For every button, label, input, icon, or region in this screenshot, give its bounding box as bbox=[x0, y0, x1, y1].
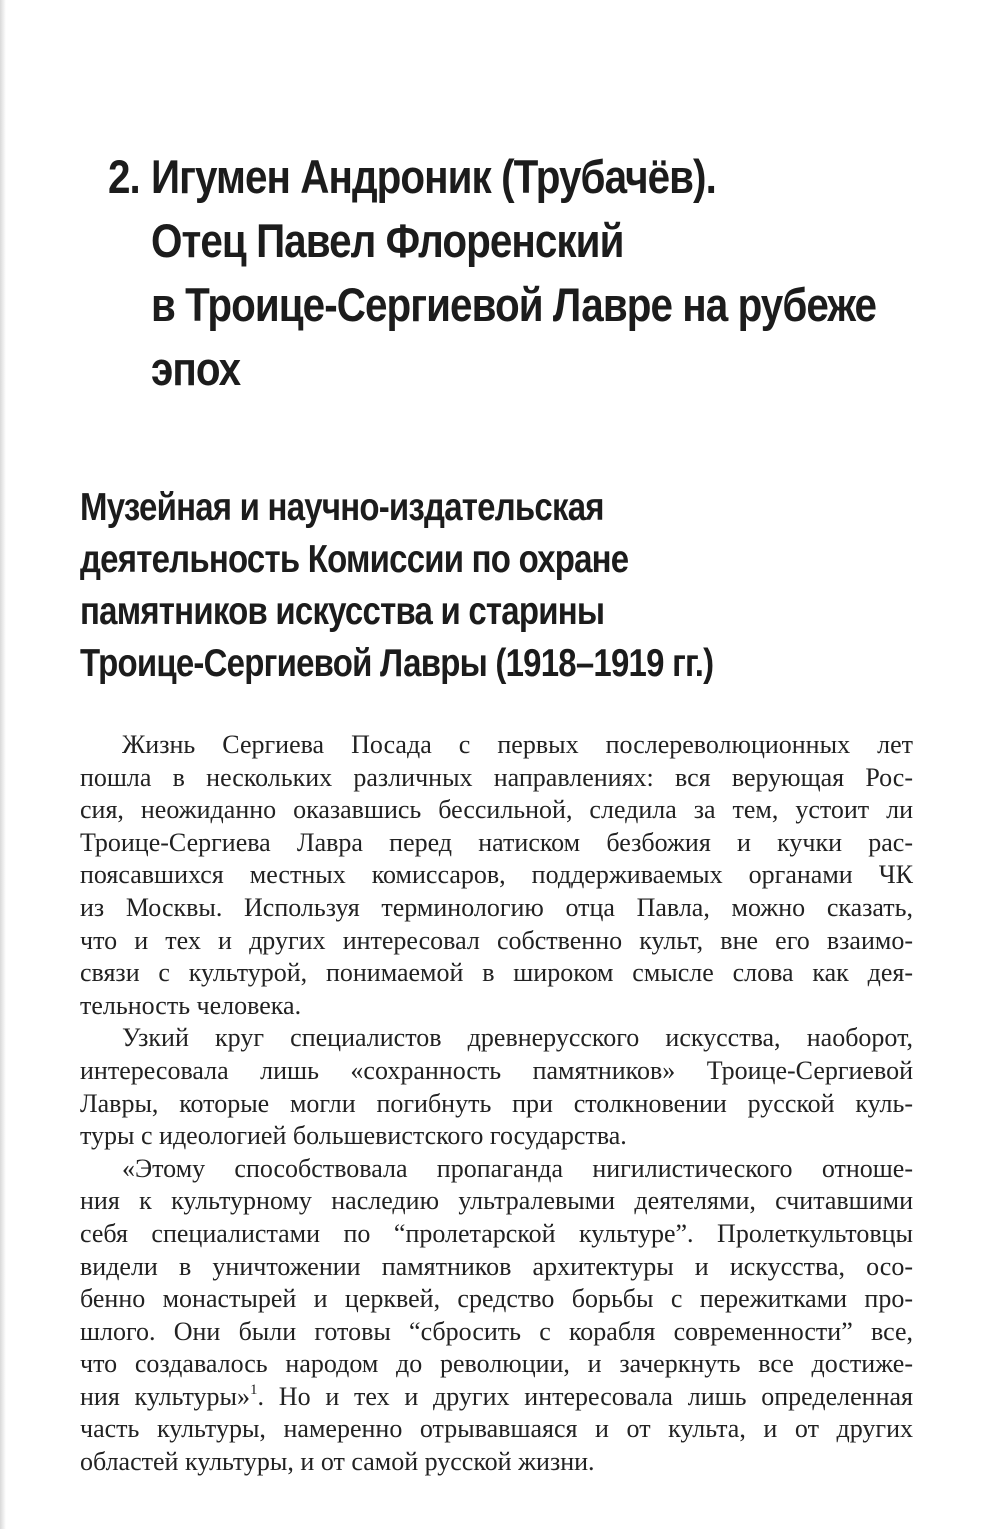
text-line: часть культуры, намеренно отрывавшаяся и от культа, и от других bbox=[80, 1414, 913, 1444]
text-line: что и тех и других интересовал собственно культ, вне его взаимо- bbox=[80, 925, 913, 955]
chapter-title-text: в Троице-Сергиевой Лавре на рубеже bbox=[151, 278, 877, 331]
text-line: связи с культурой, понимаемой в широком смысле слова как дея- bbox=[80, 958, 913, 988]
chapter-number: 2. bbox=[108, 150, 140, 203]
section-heading-line: памятников искусства и старины bbox=[80, 590, 605, 633]
text-fragment: . Но и тех и других интересовала лишь определенная bbox=[257, 1381, 913, 1411]
text-line: «Этому способствовала пропаганда нигилистического отноше- bbox=[122, 1153, 913, 1183]
chapter-title-line bbox=[108, 145, 848, 209]
text-line: тельность человека. bbox=[80, 990, 302, 1020]
text-line: видели в уничтожении памятников архитектуры и искусства, осо- bbox=[80, 1251, 913, 1281]
text-line: что создавалось народом до революции, и зачеркнуть все достиже- bbox=[80, 1349, 913, 1379]
footnote-reference[interactable]: 1 bbox=[250, 1381, 258, 1398]
chapter-title-line bbox=[108, 337, 848, 401]
text-line: шлого. Они были готовы “сбросить с корабля современности” все, bbox=[80, 1316, 913, 1346]
page-edge-shadow bbox=[0, 0, 6, 1529]
text-line: Узкий круг специалистов древнерусского искусства, наоборот, bbox=[122, 1023, 913, 1053]
text-line: Троице-Сергиева Лавра перед натиском безбожия и кучки рас- bbox=[80, 827, 913, 857]
text-line: интересовала лишь «сохранность памятников» Троице-Сергиевой bbox=[80, 1055, 913, 1085]
text-line: бенно монастырей и церквей, средство борьбы с пережитками про- bbox=[80, 1284, 913, 1314]
text-fragment: ния культуры» bbox=[80, 1381, 251, 1411]
section-heading-line: Музейная и научно-издательская bbox=[80, 486, 604, 529]
text-line: ния к культурному наследию ультралевыми деятелями, считавшими bbox=[80, 1186, 913, 1216]
section-heading bbox=[80, 482, 824, 690]
text-line: Лавры, которые могли погибнуть при столкновении русской куль- bbox=[80, 1088, 913, 1118]
text-line: пошла в нескольких различных направлениях: вся верующая Рос- bbox=[80, 762, 913, 792]
text-line: из Москвы. Используя терминологию отца Павла, можно сказать, bbox=[80, 892, 913, 922]
text-line: сия, неожиданно оказавшись бессильной, следила за тем, устоит ли bbox=[80, 795, 913, 825]
text-line: себя специалистами по “пролетарской культуре”. Пролеткультовцы bbox=[80, 1218, 913, 1248]
section-heading-line: Троице-Сергиевой Лавры (1918–1919 гг.) bbox=[80, 642, 714, 685]
text-line: Жизнь Сергиева Посада с первых послереволюционных лет bbox=[122, 730, 913, 759]
chapter-title-line bbox=[108, 209, 848, 273]
chapter-title-text: Отец Павел Флоренский bbox=[151, 214, 624, 267]
body-text bbox=[80, 729, 913, 1479]
text-line: туры с идеологией большевистского государства. bbox=[80, 1121, 627, 1151]
text-line: областей культуры, и от самой русской жизни. bbox=[80, 1447, 595, 1477]
section-heading-line: деятельность Комиссии по охране bbox=[80, 538, 629, 581]
text-line-with-footnote bbox=[80, 1381, 913, 1414]
chapter-title bbox=[108, 145, 877, 401]
chapter-title-line bbox=[108, 273, 877, 337]
chapter-title-text: эпох bbox=[151, 342, 241, 395]
chapter-title-text: Игумен Андроник (Трубачёв). bbox=[151, 150, 716, 203]
text-line: поясавшихся местных комиссаров, поддерживаемых органами ЧК bbox=[80, 860, 913, 890]
